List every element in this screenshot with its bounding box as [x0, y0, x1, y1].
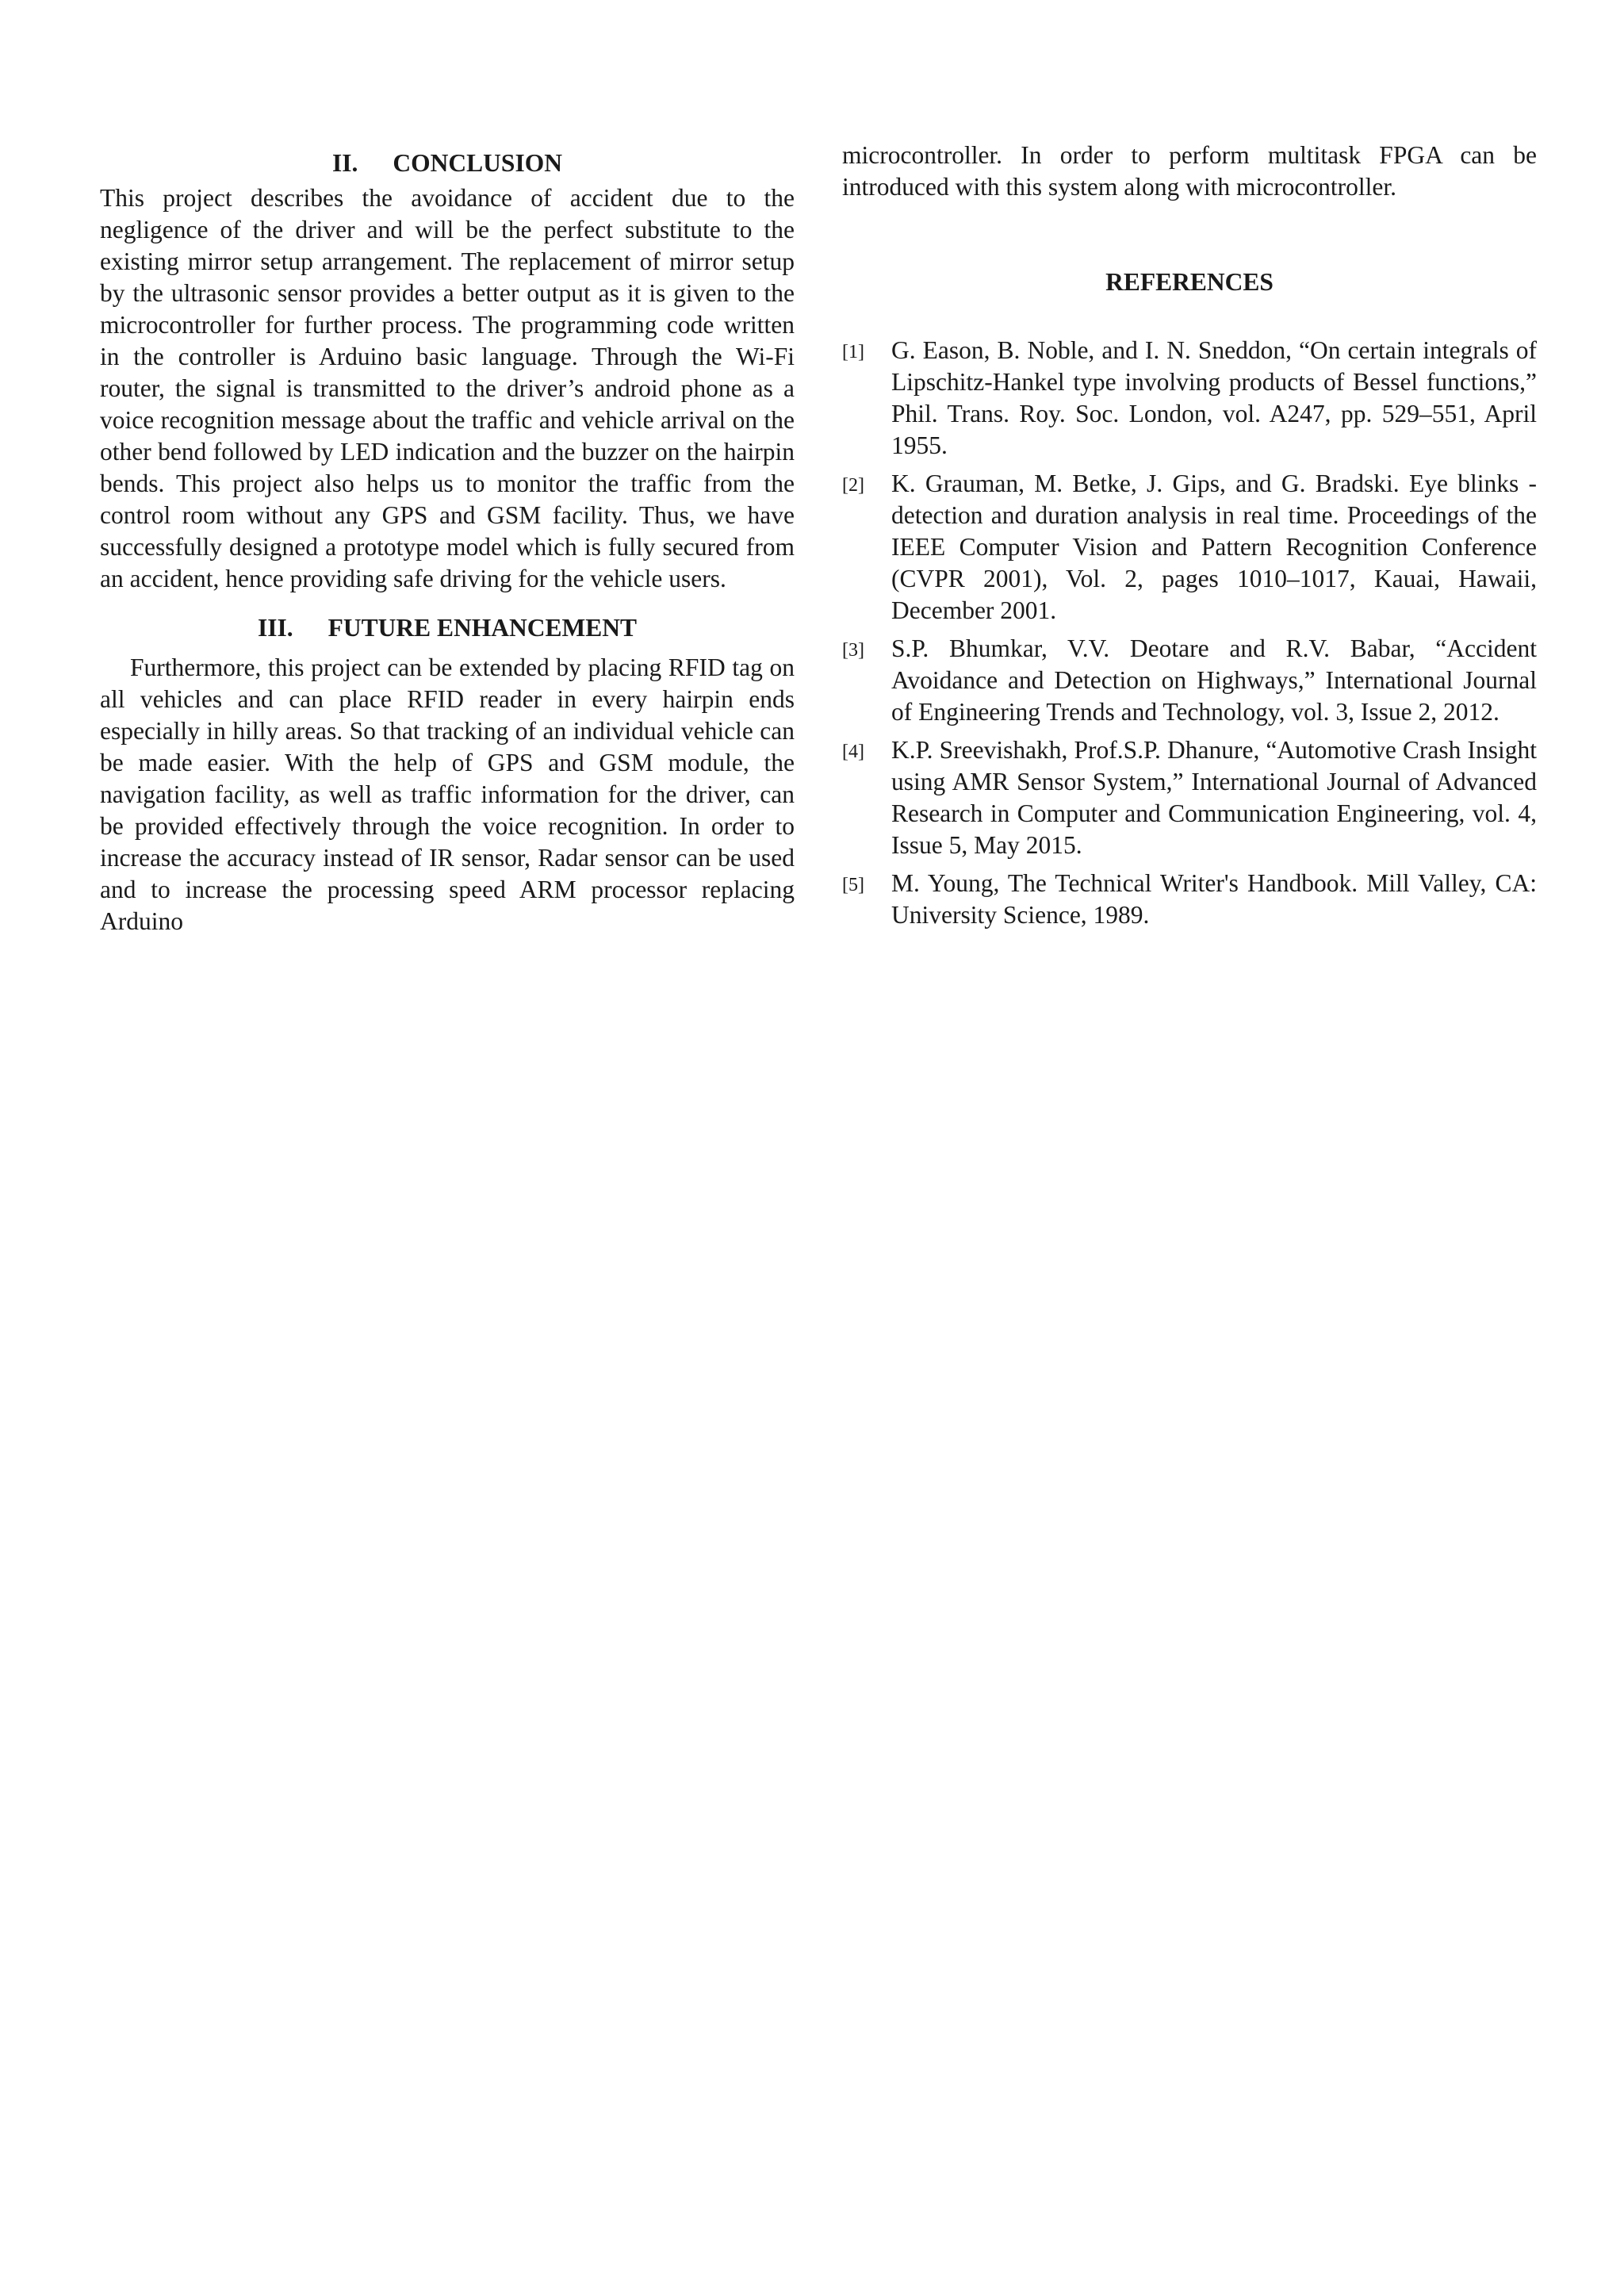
conclusion-heading-title: CONCLUSION	[393, 149, 562, 177]
future-enhancement-heading-number: III.	[257, 614, 293, 642]
right-column	[842, 140, 1537, 937]
future-enhancement-paragraph: Furthermore, this project can be extended by placing RFID tag on all vehicles and can place RFID reader in every hairpin ends especially in hilly areas. So that tracking of an individual vehicle can be made easier. With the help of GPS and GSM module, the navigation facility, as well as traffic information for the driver, can be provided effectively through the voice recognition. In order to increase the accuracy instead of IR sensor, Radar sensor can be used and to increase the processing speed ARM processor replacing Arduino	[100, 654, 795, 935]
reference-text: K. Grauman, M. Betke, J. Gips, and G. Bradski. Eye blinks - detection and duration analysis in real time. Proceedings of the IEEE Computer Vision and Pattern Recognition Conference (CVPR 2001), Vol. 2, pages 1010–1017, Kauai, Hawaii, December 2001.	[891, 470, 1537, 624]
reference-number: [2]	[842, 475, 864, 496]
references-heading: REFERENCES	[1105, 268, 1274, 296]
reference-number: [5]	[842, 875, 864, 895]
conclusion-heading	[100, 148, 795, 179]
reference-number: [3]	[842, 640, 864, 661]
future-enhancement-heading	[100, 612, 795, 644]
reference-number: [4]	[842, 742, 864, 762]
reference-item	[842, 633, 1537, 728]
reference-text: K.P. Sreevishakh, Prof.S.P. Dhanure, “Automotive Crash Insight using AMR Sensor System,” International Journal of Advanced Research in Computer and Communication Engineering, vol. 4, Issue 5, May 2015.	[891, 736, 1537, 859]
reference-text: M. Young, The Technical Writer's Handbook. Mill Valley, CA: University Science, 1989.	[891, 869, 1537, 929]
future-enhancement-heading-title: FUTURE ENHANCEMENT	[327, 614, 638, 642]
reference-item	[842, 468, 1537, 627]
reference-item	[842, 734, 1537, 861]
reference-list	[842, 335, 1537, 931]
reference-number: [1]	[842, 342, 864, 362]
reference-text: S.P. Bhumkar, V.V. Deotare and R.V. Babar, “Accident Avoidance and Detection on Highways,” International Journal of Engineering Trends and Technology, vol. 3, Issue 2, 2012.	[891, 634, 1537, 726]
conclusion-paragraph: This project describes the avoidance of accident due to the negligence of the driver and will be the perfect substitute to the existing mirror setup arrangement. The replacement of mirror setup by the ultrasonic sensor provides a better output as it is given to the microcontroller for further process. The programming code written in the controller is Arduino basic language. Through the Wi-Fi router, the signal is transmitted to the driver’s android phone as a voice recognition message about the traffic and vehicle arrival on the other bend followed by LED indication and the buzzer on the hairpin bends. This project also helps us to monitor the traffic from the control room without any GPS and GSM facility. Thus, we have successfully designed a prototype model which is fully secured from an accident, hence providing safe driving for the vehicle users.	[100, 184, 795, 592]
reference-text: G. Eason, B. Noble, and I. N. Sneddon, “On certain integrals of Lipschitz-Hankel type involving products of Bessel functions,” Phil. Trans. Roy. Soc. London, vol. A247, pp. 529–551, April 1955.	[891, 336, 1537, 459]
conclusion-heading-number: II.	[332, 149, 358, 177]
reference-item	[842, 868, 1537, 931]
continued-paragraph: microcontroller. In order to perform multitask FPGA can be introduced with this system along with microcontroller.	[842, 141, 1537, 201]
reference-item	[842, 335, 1537, 462]
left-column	[100, 140, 795, 937]
